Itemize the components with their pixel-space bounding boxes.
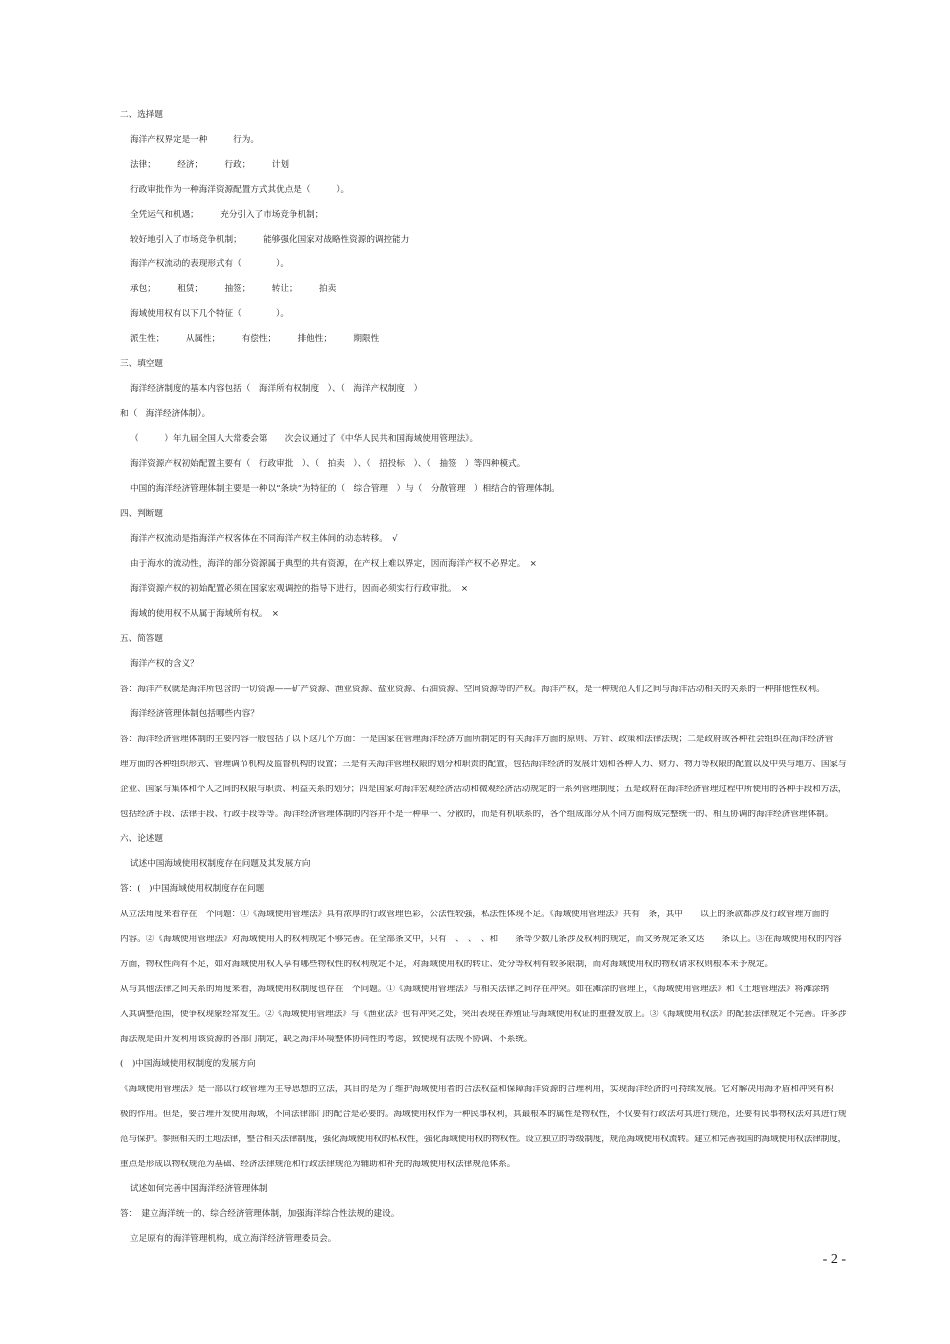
- fill-item-1b: 和（ 海洋经济体制）。: [120, 409, 211, 419]
- short-answer-1: 答：海洋产权就是海洋所包含的一切资源——矿产资源、渔业资源、盐业资源、石油资源、空间资源等的产权。海洋产权，是一种规范人们之间与海洋活动相关的关系的一种排他性权利。: [120, 685, 825, 694]
- section-heading-fill: 三、填空题: [120, 359, 163, 369]
- fill-item-2: （ ）年九届全国人大常委会第 次会议通过了《中华人民共和国海域使用管理法》。: [130, 434, 479, 444]
- short-question-1: 海洋产权的含义？: [130, 659, 199, 669]
- choice-options-1: 法律； 经济； 行政； 计划: [130, 160, 289, 170]
- essay-topic-2: 试述如何完善中国海洋经济管理体制: [130, 1184, 268, 1194]
- section-heading-choice: 二、选择题: [120, 110, 163, 120]
- choice-question-1: 海洋产权界定是一种 行为。: [130, 135, 259, 145]
- short-answer-2-line-2: 理方面的各种组织形式、管理调节机构及监督机构的设置；三是有关海洋管理权限的划分和职责的配置，包括海洋经济的发展计划和各种人力、财力、物力等权限的配置以及中央与地方、国家与: [120, 760, 846, 769]
- choice-options-4: 派生性； 从属性； 有偿性； 排他性； 期限性: [130, 334, 380, 344]
- short-answer-2-line-4: 包括经济手段、法律手段、行政手段等等。海洋经济管理体制的内容并不是一种单一、分散的，而是有机联系的，各个组成部分从不同方面构成完整统一的、相互协调的海洋经济管理体制。: [120, 810, 834, 819]
- essay-paragraph-3-line-1: 《海域使用管理法》是一部以行政管理为主导思想的立法，其目的是为了维护海域使用者的合法权益和保障海洋资源的合理利用，实现海洋经济的可持续发展。它对解决用海矛盾和冲突有积: [120, 1085, 834, 1094]
- essay-topic-2-answer-1: 答： 建立海洋统一的、综合经济管理体制，加强海洋综合性法规的建设。: [120, 1209, 400, 1219]
- essay-topic-1: 试述中国海域使用权制度存在问题及其发展方向: [130, 859, 311, 869]
- section-heading-judge: 四、判断题: [120, 509, 163, 519]
- short-answer-2-line-1: 答：海洋经济管理体制的主要内容一般包括了以下这几个方面：一是国家在管理海洋经济方面所制定的有关海洋方面的原则、方针、政策和法律法规；二是政府或各种社会组织在海洋经济管: [120, 735, 834, 744]
- essay-answer-heading-a: 答：( )中国海域使用权制度存在问题: [120, 884, 265, 894]
- judge-item-1: 海洋产权流动是指海洋产权客体在不同海洋产权主体间的动态转移。 √: [130, 534, 398, 544]
- fill-item-3: 海洋资源产权初始配置主要有（ 行政审批 ）、（ 拍卖 ）、（ 招投标 ）、（ 抽签 ）等四种模式。: [130, 459, 526, 469]
- page-number: - 2 -: [822, 1252, 846, 1267]
- fill-item-4: 中国的海洋经济管理体制主要是一种以“条块”为特征的（ 综合管理 ）与（ 分散管理 ）相结合的管理体制。: [130, 484, 560, 494]
- essay-paragraph-1-line-2: 内容。②《海域使用管理法》对海域使用人的权利规定不够完善。在全部条文中，只有 、 、 、和 条等少数几条涉及权利的规定，而文务规定条文达 条以上。③在海域使用权的内容: [120, 935, 842, 944]
- judge-item-3: 海洋资源产权的初始配置必须在国家宏观调控的指导下进行，因而必须实行行政审批。 ×: [130, 584, 469, 594]
- essay-paragraph-1-line-1: [120, 910, 846, 919]
- choice-options-3: 承包； 租赁； 抽签； 转让； 拍卖: [130, 284, 337, 294]
- essay-paragraph-1-line-3: 方面，物权性尚有不足，如对海域使用权人享有哪些物权性的权利规定不足，对海域使用权的转让、处分等权利有较多限制，而对海域使用权的物权请求权则根本未予规定。: [120, 960, 774, 969]
- essay-paragraph-3-line-4: 重点是形成以物权规范为基础、经济法律规范和行政法律规范为辅助和补充的海域使用权法律规范体系。: [120, 1160, 516, 1169]
- judge-item-4: 海域的使用权不从属于海域所有权。 ×: [130, 609, 279, 619]
- essay-p1l1-text: 从立法角度来看存在 个问题：①《海域使用管理法》具有浓厚的行政管理色彩，公法性较强，私法性体现不足。《海域使用管理法》共有 条，其中 以上的条款都涉及行政管理方面的: [120, 910, 829, 919]
- section-heading-short: 五、简答题: [120, 634, 163, 644]
- choice-options-2b: 较好地引入了市场竞争机制； 能够强化国家对战略性资源的调控能力: [130, 235, 410, 245]
- choice-question-3: 海洋产权流动的表现形式有（ ）。: [130, 259, 289, 269]
- judge-item-2: 由于海水的流动性，海洋的部分资源属于典型的共有资源，在产权上难以界定，因而海洋产权不必界定。 ×: [130, 559, 537, 569]
- essay-paragraph-3-line-2: 极的作用。但是，要合理开发使用海域，不同法律部门的配合是必要的。海域使用权作为一种民事权利，其最根本的属性是物权性，不仅要有行政法对其进行规范，还要有民事物权法对其进行规: [120, 1110, 846, 1119]
- choice-question-4: 海域使用权有以下几个特征（ ）。: [130, 309, 289, 319]
- fill-item-1a: 海洋经济制度的基本内容包括（ 海洋所有权制度 ）、（ 海洋产权制度 ）: [130, 384, 423, 394]
- choice-question-2: 行政审批作为一种海洋资源配置方式其优点是（ ）。: [130, 185, 350, 195]
- section-heading-essay: 六、论述题: [120, 834, 163, 844]
- choice-options-2a: 全凭运气和机遇； 充分引入了市场竞争机制；: [130, 210, 324, 220]
- short-question-2: 海洋经济管理体制包括哪些内容？: [130, 709, 259, 719]
- essay-paragraph-2-line-1: 从与其他法律之间关系的角度来看，海域使用权制度也存在 个问题。①《海域使用管理法》与相关法律之间存在冲突。如在滩涂的管理上，《海域使用管理法》和《土地管理法》将滩涂纳: [120, 985, 829, 994]
- essay-topic-2-answer-2: 立足原有的海洋管理机构，成立海洋经济管理委员会。: [130, 1234, 337, 1244]
- essay-paragraph-3-line-3: 范与保护。参照相关的土地法律，整合相关法律制度，强化海域使用权的私权性，强化海域使用权的物权性。设立独立的等级制度，规范海域使用权流转。建立和完善我国的海域使用权法律制度，: [120, 1135, 846, 1144]
- essay-paragraph-2-line-3: 海法规是由开发利用该资源的各部门制定，缺乏海洋环境整体协同性的考虑，致使现有法规不协调、不系统。: [120, 1035, 533, 1044]
- essay-answer-heading-b: ( )中国海域使用权制度的发展方向: [120, 1059, 256, 1069]
- short-answer-2-line-3: 企业、国家与集体和个人之间的权限与职责、利益关系的划分；四是国家对海洋宏观经济活动和微观经济活动规定的一系列管理制度；五是政府在海洋经济管理过程中所使用的各种手段和方法，: [120, 785, 846, 794]
- essay-paragraph-2-line-2: 入其调整范围，使争权现象经常发生。②《海域使用管理法》与《渔业法》也有冲突之处，突出表现在养殖证与海域使用权证的重叠发放上。③《海域使用权法》的配套法律规定不完善。许多涉: [120, 1010, 846, 1019]
